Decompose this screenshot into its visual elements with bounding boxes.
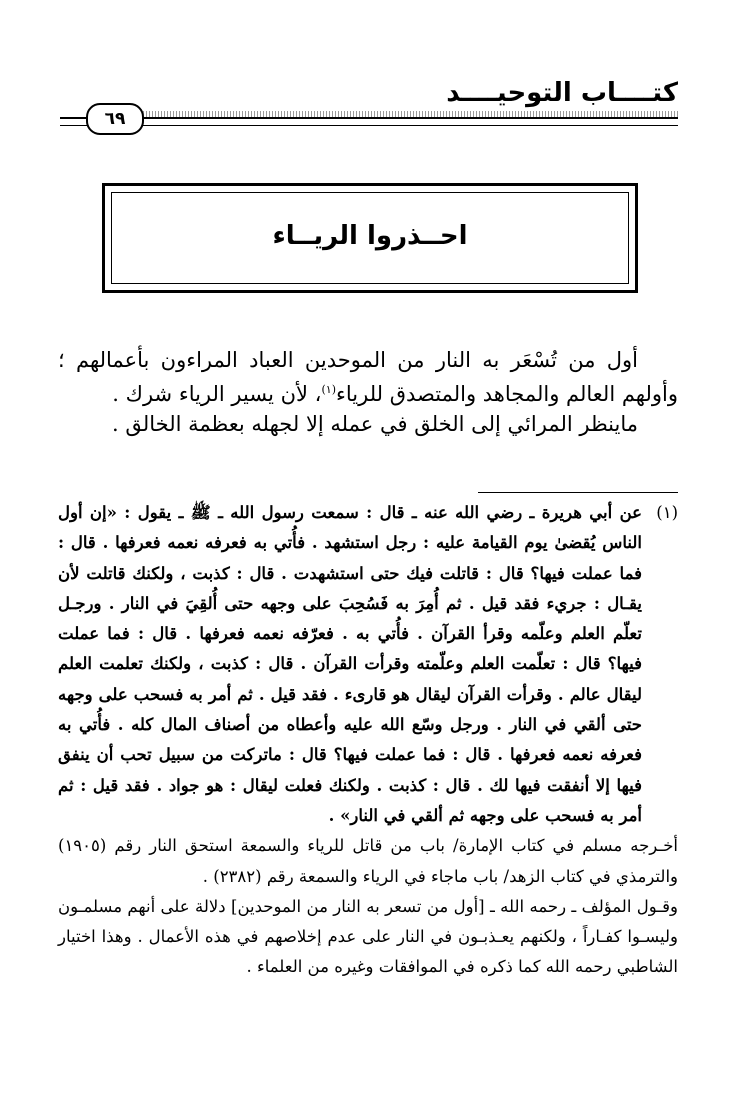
footnote-comment: وقـول المؤلف ـ رحمه الله ـ [أول من تسعر به النار من الموحدين] دلالة على أنهم مسلمـون وليسـوا كفـاراً ، ولكنهم يعـذبـون في النار على عدم إخلاصهم في هذه الأعمال . وهذا اختيار الشاطبي رحمه الله كما ذكره في الموافقات وغيره من العلماء .	[58, 896, 678, 977]
footnote-separator	[478, 492, 678, 493]
main-paragraph-1-end: ، لأن يسير الرياء شرك .	[112, 382, 322, 406]
chapter-title-frame	[102, 183, 638, 293]
footnote-marker: (١)	[656, 503, 678, 522]
running-header-title: كتــــاب التوحيــــد	[446, 78, 678, 108]
chapter-title: احــذروا الريــاء	[272, 221, 468, 251]
main-text	[58, 345, 678, 439]
main-paragraph-1	[58, 345, 678, 409]
footnote-hadith	[58, 498, 678, 831]
footnote-takhrij: أخـرجه مسلم في كتاب الإمارة/ باب من قاتل للرياء والسمعة استحق النار رقم (١٩٠٥) والترمذي في كتاب الزهد/ باب ماجاء في الرياء والسمعة رقم (٢٣٨٢) .	[58, 836, 678, 886]
footnote-block	[58, 498, 678, 983]
page-number-badge: ٦٩	[86, 103, 144, 135]
main-paragraph-1-text: أول من تُسْعَر به النار من الموحدين العباد المراءون بأعمالهم ؛ وأولهم العالم والمجاهد والمتصدق للرياء	[58, 348, 678, 406]
footnote-reference: (١)	[321, 383, 336, 396]
main-paragraph-2: ماينظر المرائي إلى الخلق في عمله إلا لجهله بعظمة الخالق .	[112, 412, 638, 436]
header-double-rule	[60, 117, 678, 126]
footnote-hadith-text: عن أبي هريرة ـ رضي الله عنه ـ قال : سمعت رسول الله ـ ﷺ ـ يقول : «إن أول الناس يُقضىٰ يوم القيامة عليه : رجل استشهد . فأُتي به فعرفه نعمه فعرفها . قال : فما عملت فيها؟ قال : قاتلت فيك حتى استشهدت . قال : كذبت ، ولكنك قاتلت لأن يقـال : جريء فقد قيل . ثم أُمِرَ به فَسُحِبَ على وجهه حتى أُلقِيَ في النار . ورجـل تعلّم العلم وعلّمه وقرأ القرآن . فأُتي به . فعرّفه نعمه فعرفها . قال : فما عملت فيها؟ قال : تعلّمت العلم وعلّمته وقرأت القرآن . قال : كذبت ، ولكنك تعلمت العلم ليقال عالم . وقرأت القرآن ليقال هو قارىء . فقد قيل . ثم أمر به فسحب على وجهه حتى ألقي في النار . ورجل وسّع الله عليه وأعطاه من أصناف المال كله . فأُتي به فعرفه نعمه فعرفها . قال : فما عملت فيها؟ قال : ماتركت من سبيل تحب أن ينفق فيها إلا أنفقت فيها لك . قال : كذبت . ولكنك فعلت ليقال : هو جواد . فقد قيل : ثم أمر به فسحب على وجهه ثم ألقي في النار» .	[58, 503, 642, 825]
